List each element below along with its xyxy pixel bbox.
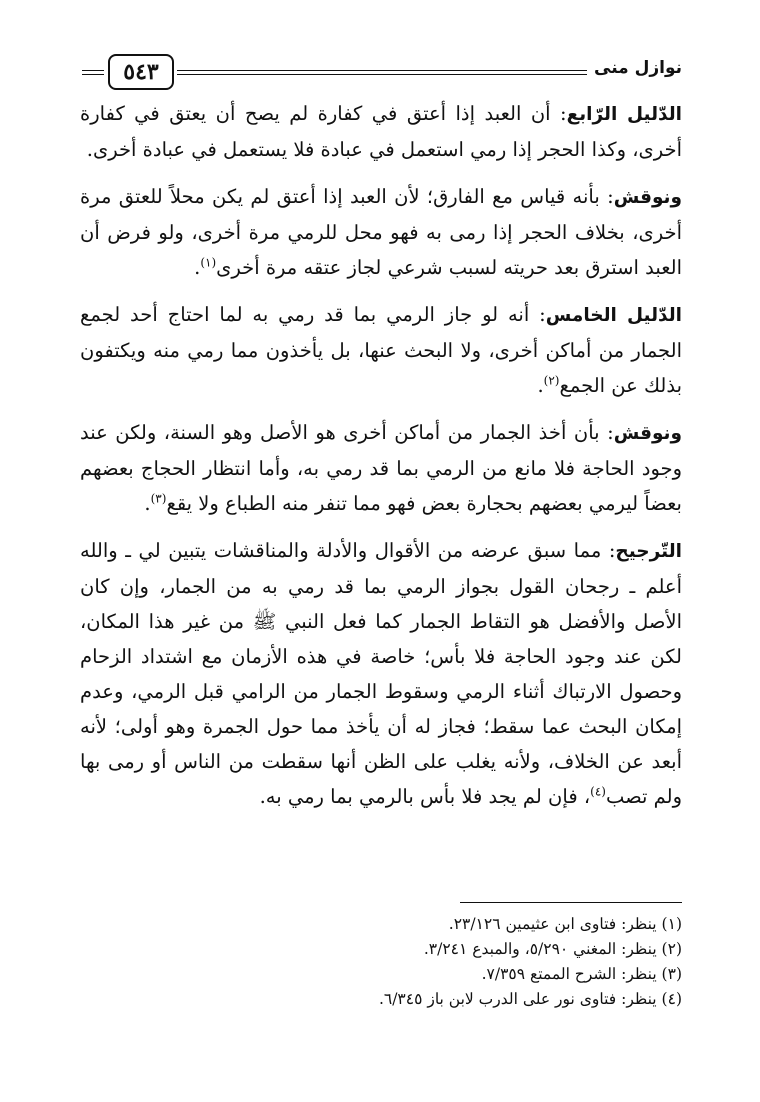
- footnote-4: (٤) ينظر: فتاوى نور على الدرب لابن باز ٦/٣٤٥.: [378, 990, 682, 1008]
- main-text: [80, 96, 682, 826]
- paragraph-evidence-4: [80, 96, 682, 167]
- header-left-rule: [82, 70, 104, 75]
- paragraph-text: : مما سبق عرضه من الأقوال والأدلة والمناقشات يتبين لي ـ والله أعلم ـ رجحان القول بجواز الرمي بما قد رمي به من الجمار، وإن كان الأصل والأفضل هو التقاط الجمار كما فعل النبي ﷺ من غير هذا المكان، لكن عند وجود الحاجة فلا بأس؛ خاصة في هذه الأزمان مع اشتداد الزحام وحصول الارتباك أثناء الرمي وسقوط الجمار من الرامي قبل الرمي، وعدم إمكان البحث عما سقط؛ فجاز له أن يأخذ مما حول الجمرة وهو أولى؛ لأنه أبعد عن الخلاف، ولأنه يغلب على الظن أنها سقطت من الناس أو رمى بها ولم تصب: [80, 539, 682, 808]
- paragraph-text: : أن العبد إذا أعتق في كفارة لم يصح أن يعتق في كفارة أخرى، وكذا الحجر إذا رمي استعمل في عبادة فلا يستعمل في عبادة أخرى.: [80, 102, 682, 161]
- footnote-1: (١) ينظر: فتاوى ابن عثيمين ٢٣/١٢٦.: [448, 915, 682, 933]
- paragraph-lead: الدّليل الرّابع: [566, 104, 683, 125]
- paragraph-tail: ، فإن لم يجد فلا بأس بالرمي بما رمي به.: [259, 785, 591, 808]
- footnotes: [80, 912, 682, 1012]
- paragraph-evidence-5: الدّليل الخامس: أنه لو جاز الرمي بما قد رمي به لما احتاج أحد لجمع الجمار من أماكن أخرى، ولا البحث عنها، بل يأخذون مما رمي منه ويكتفون بذلك عن الجمع$^{(٢)}$.: [80, 303, 682, 397]
- paragraph-lead: التّرجيح: [615, 541, 682, 562]
- footnote-2: (٢) ينظر: المغني ٥/٢٩٠، والمبدع ٣/٢٤١.: [423, 940, 682, 958]
- footnote-ref[interactable]: (٢): [543, 373, 560, 388]
- paragraph-lead: ونوقش: [613, 187, 682, 208]
- paragraph-rebuttal-1: ونوقش: بأنه قياس مع الفارق؛ لأن العبد إذا أعتق لم يكن محلاً للعتق مرة أخرى، بخلاف الحجر إذا رمى به فهو محل للرمي مرة أخرى، ولو فرض أن العبد استرق بعد حريته لسبب شرعي لجاز عتقه مرة أخرى$^{(١)}$.: [80, 185, 682, 279]
- paragraph-text: : أنه لو جاز الرمي بما قد رمي به لما احتاج أحد لجمع الجمار من أماكن أخرى، ولا البحث عنها، بل يأخذون مما رمي منه ويكتفون بذلك عن الجمع: [80, 303, 682, 397]
- footnote-3: (٣) ينظر: الشرح الممتع ٧/٣٥٩.: [481, 965, 682, 983]
- running-title: نوازل منى: [594, 58, 682, 78]
- paragraph-text: : بأن أخذ الجمار من أماكن أخرى هو الأصل وهو السنة، ولكن عند وجود الحاجة فلا مانع من الرمي بما قد رمي به، وأما انتظار الحجاج بعضهم بعضاً ليرمي بعضهم بحجارة بعض فهو مما تنفر منه الطباع ولا يقع: [80, 421, 682, 515]
- page-header: [82, 52, 682, 92]
- header-rule: [177, 70, 587, 75]
- footnote-separator: [460, 902, 682, 903]
- paragraph-text: : بأنه قياس مع الفارق؛ لأن العبد إذا أعتق لم يكن محلاً للعتق مرة أخرى، بخلاف الحجر إذا رمى به فهو محل للرمي مرة أخرى، ولو فرض أن العبد استرق بعد حريته لسبب شرعي لجاز عتقه مرة أخرى: [80, 185, 682, 279]
- paragraph-conclusion: [80, 533, 682, 814]
- footnote-ref[interactable]: (٤): [590, 784, 606, 799]
- paragraph-lead: ونوقش: [613, 423, 682, 444]
- footnote-ref[interactable]: (١): [200, 255, 217, 270]
- page-number: ٥٤٣: [108, 54, 174, 90]
- paragraph-lead: الدّليل الخامس: [545, 305, 682, 326]
- footnote-ref[interactable]: (٣): [150, 491, 167, 506]
- paragraph-rebuttal-2: ونوقش: بأن أخذ الجمار من أماكن أخرى هو الأصل وهو السنة، ولكن عند وجود الحاجة فلا مانع من الرمي بما قد رمي به، وأما انتظار الحجاج بعضهم بعضاً ليرمي بعضهم بحجارة بعض فهو مما تنفر منه الطباع ولا يقع$^{(٣)}$.: [80, 421, 682, 515]
